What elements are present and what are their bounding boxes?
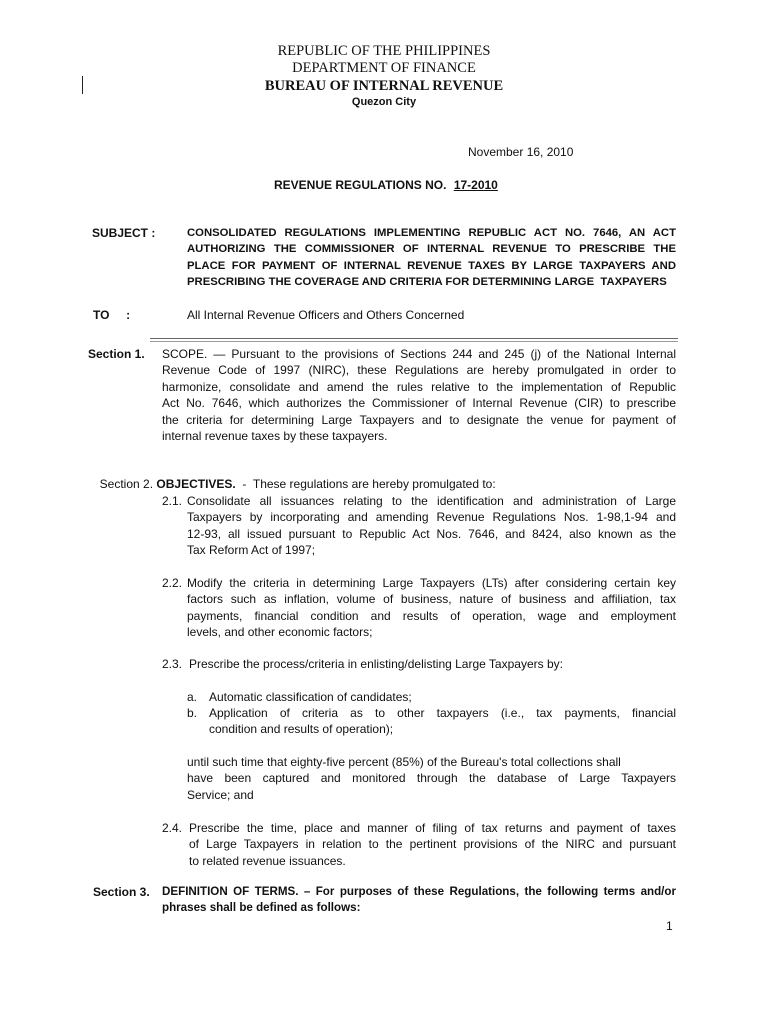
item-2-4-line: Prescribe the time, place and manner of filing of tax returns and payment of taxes bbox=[189, 821, 676, 835]
subject-line: PRESCRIBING THE COVERAGE AND CRITERIA FOR DETERMINING LARGE TAXPAYERS bbox=[187, 276, 667, 289]
document-date: November 16, 2010 bbox=[468, 145, 574, 159]
section3-line: DEFINITION OF TERMS. – For purposes of these Regulations, the following terms and/or bbox=[162, 885, 676, 898]
section1-line: Act No. 7646, which authorizes the Commissioner of Internal Revenue (CIR) to prescribe bbox=[162, 396, 676, 411]
item-2-3-a-label: a. bbox=[187, 690, 198, 704]
item-2-4-number: 2.4. bbox=[162, 821, 183, 835]
item-2-3-b-text bbox=[209, 705, 676, 738]
item-2-3-text: Prescribe the process/criteria in enlisting/delisting Large Taxpayers by: bbox=[189, 657, 563, 671]
section3-body bbox=[162, 884, 676, 917]
divider-line bbox=[150, 338, 678, 339]
item-2-2-line: levels, and other economic factors; bbox=[187, 625, 373, 640]
item-2-4-line: of Large Taxpayers in relation to the pertinent provisions of the NIRC and pursuant bbox=[189, 837, 676, 852]
item-2-2-line: Modify the criteria in determining Large Taxpayers (LTs) after considering certain key bbox=[187, 576, 676, 590]
item-2-3-b-label: b. bbox=[187, 706, 198, 720]
until-line: until such time that eighty-five percent (85%) of the Bureau's total collections shall bbox=[187, 755, 621, 769]
item-2-2-text bbox=[187, 575, 676, 641]
item-2-2-number: 2.2. bbox=[162, 576, 183, 590]
header-bureau: BUREAU OF INTERNAL REVENUE bbox=[264, 78, 504, 94]
section1-line: harmonize, consolidate and amend the rules relative to the implementation of Republic bbox=[162, 379, 676, 394]
header-city: Quezon City bbox=[351, 96, 417, 108]
subject-line: AUTHORIZING THE COMMISSIONER OF INTERNAL REVENUE TO PRESCRIBE THE bbox=[187, 243, 676, 256]
section3-line: phrases shall be defined as follows: bbox=[162, 901, 361, 915]
section2-title: OBJECTIVES. bbox=[156, 477, 236, 491]
item-2-1-text bbox=[187, 493, 676, 559]
item-2-2-line: payments, financial condition and results of operation, wage and employment bbox=[187, 608, 676, 623]
item-2-3-number: 2.3. bbox=[162, 657, 183, 671]
regulations-prefix: REVENUE REGULATIONS NO. bbox=[274, 178, 447, 192]
section1-line: internal revenue taxes by these taxpayers. bbox=[162, 429, 388, 444]
section1-line: the criteria for determining Large Taxpayers and to designate the venue for payment of bbox=[162, 412, 676, 427]
section1-line: Revenue Code of 1997 (NIRC), these Regulations are hereby promulgated in order to bbox=[162, 363, 676, 378]
item-2-1-number: 2.1. bbox=[162, 494, 183, 508]
item-2-3-a-text: Automatic classification of candidates; bbox=[209, 690, 412, 704]
subject-line: CONSOLIDATED REGULATIONS IMPLEMENTING REPUBLIC ACT NO. 7646, AN ACT bbox=[187, 227, 676, 239]
to-text: All Internal Revenue Officers and Others Concerned bbox=[187, 308, 465, 322]
section1-line: SCOPE. — Pursuant to the provisions of Sections 244 and 245 (j) of the National Internal bbox=[162, 347, 676, 361]
item-2-3-b-line: Application of criteria as to other taxpayers (i.e., tax payments, financial bbox=[209, 706, 676, 720]
regulations-title bbox=[274, 177, 498, 193]
section1-body bbox=[162, 346, 676, 444]
item-2-2-line: factors such as inflation, volume of business, nature of business and affiliation, tax bbox=[187, 592, 676, 607]
item-2-1-line: 12-93, all issued pursuant to Republic Act Nos. 7646, and 8424, also known as the bbox=[187, 526, 676, 541]
divider-line bbox=[150, 341, 678, 342]
section3-label: Section 3. bbox=[93, 885, 150, 899]
page-number: 1 bbox=[666, 919, 673, 933]
item-2-1-line: Tax Reform Act of 1997; bbox=[187, 543, 316, 558]
section2-heading bbox=[93, 460, 496, 492]
section1-label: Section 1. bbox=[88, 347, 145, 361]
item-2-4-text bbox=[189, 820, 676, 869]
until-line: Service; and bbox=[187, 787, 254, 802]
section2-label: Section 2. bbox=[99, 477, 154, 491]
item-2-4-line: to related revenue issuances. bbox=[189, 853, 346, 868]
subject-label: SUBJECT : bbox=[92, 226, 156, 240]
subject-text bbox=[187, 225, 676, 291]
header-department: DEPARTMENT OF FINANCE bbox=[292, 60, 476, 76]
header-republic: REPUBLIC OF THE PHILIPPINES bbox=[277, 43, 491, 59]
until-line: have been captured and monitored through the database of Large Taxpayers bbox=[187, 771, 676, 786]
item-2-1-line: Consolidate all issuances relating to the identification and administration of Large bbox=[187, 494, 676, 508]
to-label: TO : bbox=[93, 308, 131, 322]
item-2-1-line: Taxpayers by incorporating and amending Revenue Regulations Nos. 1-98,1-94 and bbox=[187, 510, 676, 525]
subject-line: PLACE FOR PAYMENT OF INTERNAL REVENUE TAXES BY LARGE TAXPAYERS AND bbox=[187, 259, 676, 272]
item-2-3-until bbox=[187, 754, 676, 803]
section2-intro: - These regulations are hereby promulgated to: bbox=[242, 477, 496, 491]
regulations-number: 17-2010 bbox=[453, 178, 498, 192]
item-2-3-b-line: condition and results of operation); bbox=[209, 722, 394, 737]
